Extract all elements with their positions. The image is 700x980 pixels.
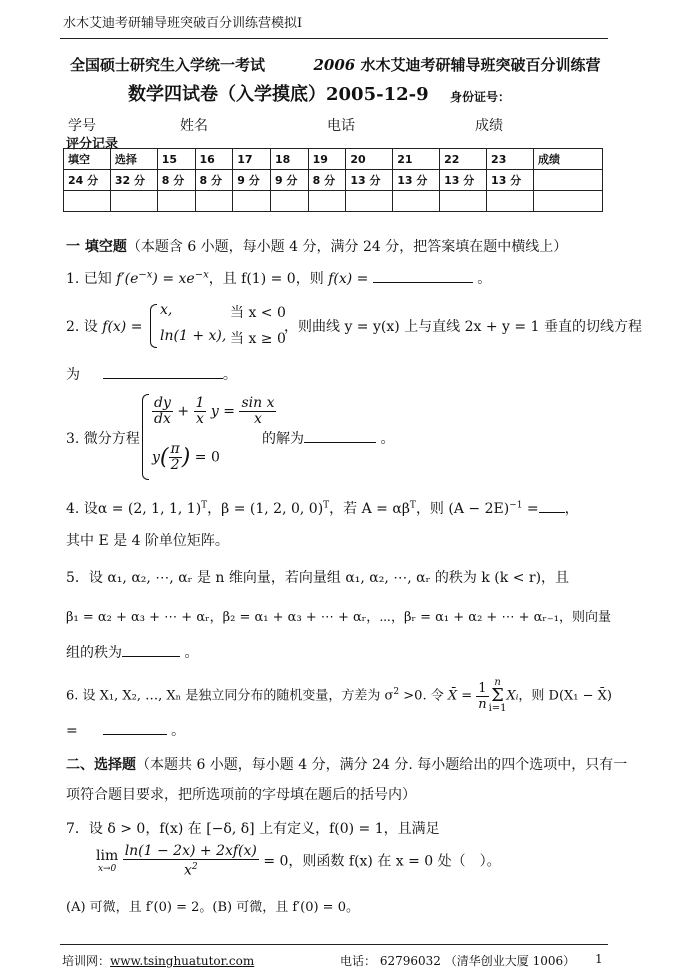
q4-beta: ，β = (1, 2, 0, 0) xyxy=(207,501,324,517)
table-cell: 选择 xyxy=(110,149,157,170)
q1-prefix: 1. 已知 xyxy=(66,271,112,287)
table-cell: 成绩 xyxy=(534,149,603,170)
q6-mid: >0. 令 xyxy=(399,688,444,704)
q5-line3 xyxy=(66,642,198,662)
q3-yeq: y = xyxy=(210,403,235,420)
table-cell: 24 分 xyxy=(64,170,111,191)
q4-alpha: α = (2, 1, 1, 1) xyxy=(97,501,202,517)
q2-prefix: 2. 设 xyxy=(66,319,98,335)
q5-line3-text: 组的秩为 xyxy=(66,645,122,661)
table-cell: 13 分 xyxy=(440,170,487,191)
section2-instructions: （本题共 6 小题，每小题 4 分，满分 24 分. 每小题给出的四个选项中，只有一 xyxy=(136,757,628,773)
table-cell xyxy=(346,191,393,212)
q5-line1: 5．设 α₁, α₂, ⋯, αᵣ 是 n 维向量，若向量组 α₁, α₂, ⋯, αᵣ 的秩为 k (k < r)，且 xyxy=(66,570,570,586)
q6-answer-blank[interactable] xyxy=(103,720,167,735)
table-cell: 13 分 xyxy=(346,170,393,191)
footer-url-link[interactable]: www.tsinghuatutor.com xyxy=(110,954,255,968)
q2-case1-cond: 当 x < 0 xyxy=(230,305,286,321)
footer-left xyxy=(62,952,254,969)
table-cell: 15 xyxy=(157,149,195,170)
running-header: 水木艾迪考研辅导班突破百分训练营模拟Ⅰ xyxy=(63,16,303,31)
q6-prefix: 6. 设 X₁, X₂, …, Xₙ 是独立同分布的随机变量，方差为 σ xyxy=(66,688,394,704)
table-cell: 9 分 xyxy=(270,170,308,191)
q4-T3: T xyxy=(409,500,416,511)
table-cell: 8 分 xyxy=(157,170,195,191)
q1-expr1: f′(e xyxy=(116,271,139,287)
q3-eq0: = 0 xyxy=(194,449,220,466)
q3-brace xyxy=(142,394,149,480)
q6-xbar: X̄ = xyxy=(447,688,473,704)
section1-instructions: （本题含 6 小题，每小题 4 分，满分 24 分，把答案填在题中横线上） xyxy=(126,239,568,255)
title-left: 全国硕士研究生入学统一考试 xyxy=(70,56,266,74)
q6-sq: 2 xyxy=(393,687,400,698)
table-cell xyxy=(487,191,534,212)
footer-address: （清华创业大厦 1006） xyxy=(444,954,576,968)
exam-title-line1 xyxy=(70,54,600,75)
field-phone: 电话 xyxy=(327,118,355,134)
footer-label: 培训网： xyxy=(62,954,111,968)
footer-phone-label: 电话： xyxy=(340,954,377,968)
q3-y: y xyxy=(152,449,160,466)
table-row xyxy=(64,170,603,191)
footer-contact xyxy=(340,952,575,969)
q7-eq: = 0，则函数 f(x) 在 x = 0 处（ ）。 xyxy=(263,853,501,870)
table-cell: 13 分 xyxy=(487,170,534,191)
q1-answer-blank[interactable] xyxy=(373,268,473,283)
section2-line1 xyxy=(66,754,627,774)
q6-sum xyxy=(489,678,507,714)
id-number-label: 身份证号： xyxy=(450,90,511,104)
table-cell: 8 分 xyxy=(195,170,233,191)
q1-mid: ，且 f(1) = 0，则 xyxy=(208,271,324,287)
q6-xi: Xᵢ xyxy=(506,688,519,704)
q7-option-b[interactable]: (B) 可微，且 f′(0) = 0。 xyxy=(212,900,359,915)
q4-T: T xyxy=(201,500,208,511)
q6-line2 xyxy=(66,720,185,740)
footer-phone: 62796032 xyxy=(379,954,441,968)
q6-sum-bot: i=1 xyxy=(488,703,507,714)
q7-den-sup: 2 xyxy=(191,862,198,872)
q3-sinx: sin x xyxy=(241,395,275,411)
footer-rule xyxy=(60,944,608,945)
q2-prefix-line xyxy=(66,316,142,336)
table-cell xyxy=(534,191,603,212)
q2-line2 xyxy=(66,364,237,384)
q3-x: x xyxy=(196,411,204,427)
q6-end: 。 xyxy=(171,723,186,739)
score-record-label: 评分记录 xyxy=(66,137,119,152)
q5-answer-blank[interactable] xyxy=(122,642,180,657)
q7-frac xyxy=(123,844,259,879)
table-cell: 17 xyxy=(233,149,271,170)
section1-heading xyxy=(66,236,567,256)
q3-eq2: y( $\frac{\pi}{2}$ ) = 0 xyxy=(152,441,220,473)
exam-title-line2: 数学四试卷（入学摸底）2005-12-9 xyxy=(128,84,429,105)
q2-answer-blank[interactable] xyxy=(103,364,223,379)
q3-dy: dy xyxy=(154,395,171,411)
q4-inv: −1 xyxy=(509,500,523,511)
q2-case1-expr: x, xyxy=(160,302,173,318)
q6-sum-top: n xyxy=(494,677,501,688)
q7-lim-sub: x→0 xyxy=(97,864,117,875)
table-cell xyxy=(270,191,308,212)
q3-prefix: 3. 微分方程 xyxy=(66,431,140,447)
q4-then: ，则 (A − 2E) xyxy=(415,501,510,517)
table-row xyxy=(64,191,603,212)
q6-one: 1 xyxy=(478,680,487,696)
q1-sup2: −x xyxy=(194,269,209,281)
table-cell: 18 xyxy=(270,149,308,170)
q4-mid: ，若 A = αβ xyxy=(329,501,410,517)
q7-lim xyxy=(96,848,118,874)
q3-dx: dx xyxy=(154,411,171,427)
q6-frac-1n xyxy=(476,681,488,712)
table-cell xyxy=(233,191,271,212)
q1-expr2: ) = xe xyxy=(152,271,195,287)
q7-num: ln(1 − 2x) + 2xf(x) xyxy=(124,843,257,859)
q2-cont: 为 xyxy=(66,367,80,383)
q2-case2-expr: ln(1 + x), xyxy=(160,328,227,344)
score-table xyxy=(63,148,603,212)
q4-eq: = xyxy=(522,501,539,517)
q3-rest: 的解为 xyxy=(262,431,304,447)
q3-two: 2 xyxy=(170,457,180,473)
q2-end: 。 xyxy=(222,367,237,383)
q3-pi: π xyxy=(170,441,180,457)
q3-answer-blank[interactable] xyxy=(304,428,376,443)
q3-one: 1 xyxy=(195,395,205,411)
q3-end: 。 xyxy=(380,431,395,447)
q2-case2-cond: 当 x ≥ 0 xyxy=(230,331,286,347)
q4-T2: T xyxy=(323,500,330,511)
table-cell xyxy=(110,191,157,212)
field-student-no: 学号 xyxy=(68,118,96,134)
title-right: 水木艾迪考研辅导班突破百分训练营 xyxy=(360,56,601,74)
table-cell: 23 xyxy=(487,149,534,170)
q2-rest: ，则曲线 y = y(x) 上与直线 2x + y = 1 垂直的切线方程 xyxy=(284,319,642,335)
q3-frac-sinx xyxy=(239,396,276,427)
title-year: 2006 xyxy=(313,56,356,74)
q6-n: n xyxy=(478,696,487,712)
table-cell: 8 分 xyxy=(308,170,346,191)
table-cell: 13 分 xyxy=(393,170,440,191)
q7-options xyxy=(66,896,359,915)
question-4 xyxy=(66,498,579,518)
table-cell: 22 xyxy=(440,149,487,170)
section2-title: 二、选择题 xyxy=(66,757,136,773)
q5-end: 。 xyxy=(184,645,199,661)
q6-line2-prefix: = xyxy=(66,723,78,739)
table-cell: 20 xyxy=(346,149,393,170)
q3-x2: x xyxy=(254,411,262,427)
q3-eq1 xyxy=(152,396,276,427)
q4-answer-blank[interactable] xyxy=(539,498,565,513)
table-cell: 32 分 xyxy=(110,170,157,191)
page-number: 1 xyxy=(595,952,603,966)
q7-lim-word: lim xyxy=(96,848,119,865)
table-cell: 填空 xyxy=(64,149,111,170)
q6-sum-sign: Σ xyxy=(491,685,504,706)
section2-line2: 项符合题目要求，把所选项前的字母填在题后的括号内） xyxy=(66,787,416,803)
q3-plus: + xyxy=(177,403,190,420)
field-name: 姓名 xyxy=(180,118,208,134)
table-cell xyxy=(64,191,111,212)
table-cell: 9 分 xyxy=(233,170,271,191)
q1-sup1: −x xyxy=(138,269,153,281)
q3-frac-1x xyxy=(194,396,207,427)
q3-frac-dydx xyxy=(152,396,173,427)
table-cell xyxy=(440,191,487,212)
q1-expr3: f(x) = xyxy=(328,271,369,287)
table-row xyxy=(64,149,603,170)
section1-title: 一 填空题 xyxy=(66,239,127,255)
q4-line2: 其中 E 是 4 阶单位矩阵。 xyxy=(66,533,229,549)
q1-end: 。 xyxy=(477,271,492,287)
field-score: 成绩 xyxy=(475,118,503,134)
table-cell xyxy=(308,191,346,212)
q5-line2: β₁ = α₂ + α₃ + ⋯ + αᵣ，β₂ = α₁ + α₃ + ⋯ + αᵣ，⋯，βᵣ = α₁ + α₂ + ⋯ + αᵣ₋₁，则向量 xyxy=(66,610,611,625)
table-cell: 19 xyxy=(308,149,346,170)
table-cell: 16 xyxy=(195,149,233,170)
header-rule xyxy=(60,38,608,39)
q7-line1: 7．设 δ > 0，f(x) 在 [−δ, δ] 上有定义，f(0) = 1，且满足 xyxy=(66,821,440,837)
table-cell xyxy=(195,191,233,212)
table-cell xyxy=(534,170,603,191)
q4-prefix: 4. 设 xyxy=(66,501,98,517)
question-1 xyxy=(66,268,491,288)
q4-end: ， xyxy=(564,501,579,517)
q6-then: ，则 D(X₁ − X̄) xyxy=(518,688,612,704)
q7-limit xyxy=(96,844,501,879)
q2-fx: f(x) = xyxy=(102,319,143,335)
q3-rest-line xyxy=(262,428,394,448)
q7-den-wrap xyxy=(123,860,259,879)
table-cell xyxy=(393,191,440,212)
q3-frac-pi2 xyxy=(169,442,182,473)
table-cell xyxy=(157,191,195,212)
q7-den: x xyxy=(183,862,192,879)
q7-option-a[interactable]: (A) 可微，且 f′(0) = 2。 xyxy=(66,900,213,915)
q2-brace xyxy=(150,304,157,348)
table-cell: 21 xyxy=(393,149,440,170)
question-6 xyxy=(66,678,612,714)
